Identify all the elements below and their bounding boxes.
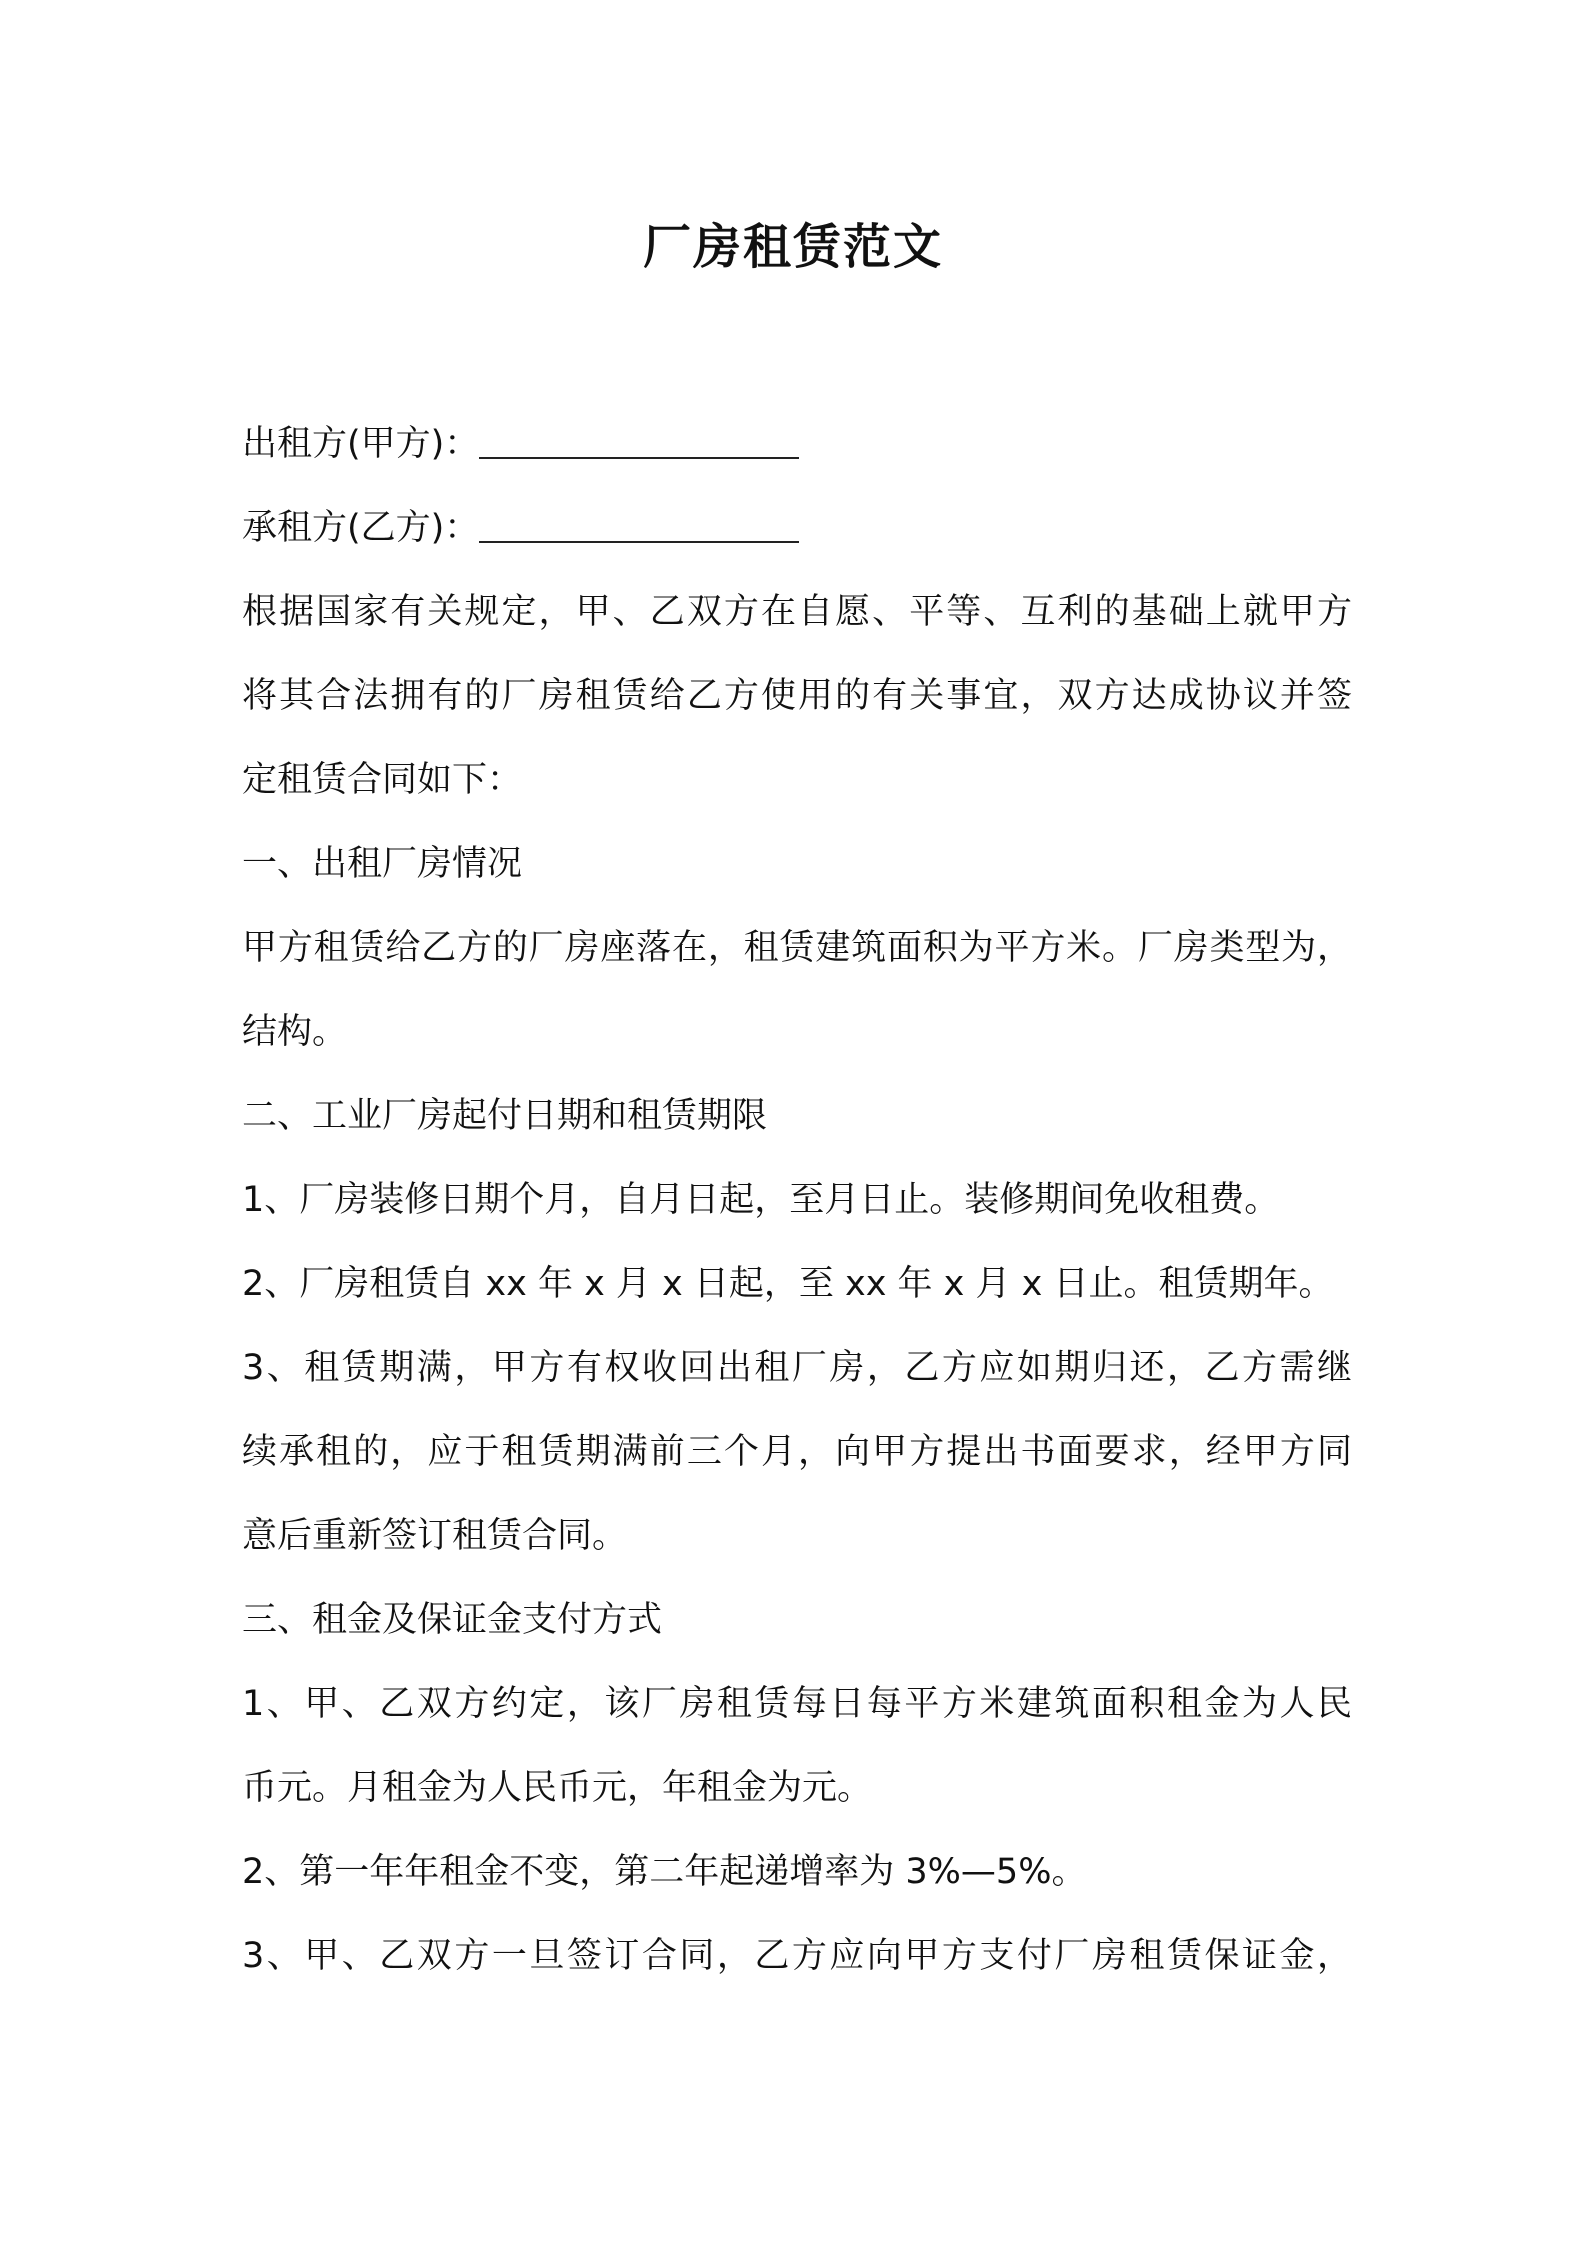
paragraph-line: 意后重新签订租赁合同。 [242,1516,628,1556]
lessor-label: 出租方(甲方)： [242,424,480,464]
paragraph-line: 甲方租赁给乙方的厂房座落在，租赁建筑面积为平方米。厂房类型为， [242,928,1352,968]
paragraph-line: 续承租的，应于租赁期满前三个月，向甲方提出书面要求，经甲方同 [242,1432,1352,1472]
lessee-blank [479,501,799,543]
paragraph-line: 结构。 [242,1012,348,1052]
lessee-label: 承租方(乙方)： [242,508,480,548]
section-heading: 三、租金及保证金支付方式 [242,1600,663,1640]
document-body [242,402,1352,1998]
paragraph-line: 定租赁合同如下： [242,760,523,800]
paragraph-line: 3、租赁期满，甲方有权收回出租厂房，乙方应如期归还，乙方需继 [242,1348,1352,1388]
paragraph-line: 币元。月租金为人民币元，年租金为元。 [242,1768,873,1808]
lessor-blank [479,417,799,459]
paragraph-line: 1、厂房装修日期个月，自月日起，至月日止。装修期间免收租费。 [242,1180,1280,1220]
paragraph-line: 3、甲、乙双方一旦签订合同，乙方应向甲方支付厂房租赁保证金， [242,1936,1352,1976]
paragraph-line: 1、甲、乙双方约定，该厂房租赁每日每平方米建筑面积租金为人民 [242,1684,1352,1724]
lessee-line [242,486,1352,570]
paragraph-line: 2、第一年年租金不变，第二年起递增率为 3%—5%。 [242,1852,1087,1892]
section-heading: 一、出租厂房情况 [242,844,523,884]
paragraph-line: 根据国家有关规定，甲、乙双方在自愿、平等、互利的基础上就甲方 [242,592,1352,632]
document-title: 厂房租赁范文 [642,219,943,275]
paragraph-line: 将其合法拥有的厂房租赁给乙方使用的有关事宜，双方达成协议并签 [242,676,1352,716]
paragraph-line: 2、厂房租赁自 xx 年 x 月 x 日起，至 xx 年 x 月 x 日止。租赁期年。 [242,1264,1334,1304]
lessor-line [242,402,1352,486]
section-heading: 二、工业厂房起付日期和租赁期限 [242,1096,768,1136]
